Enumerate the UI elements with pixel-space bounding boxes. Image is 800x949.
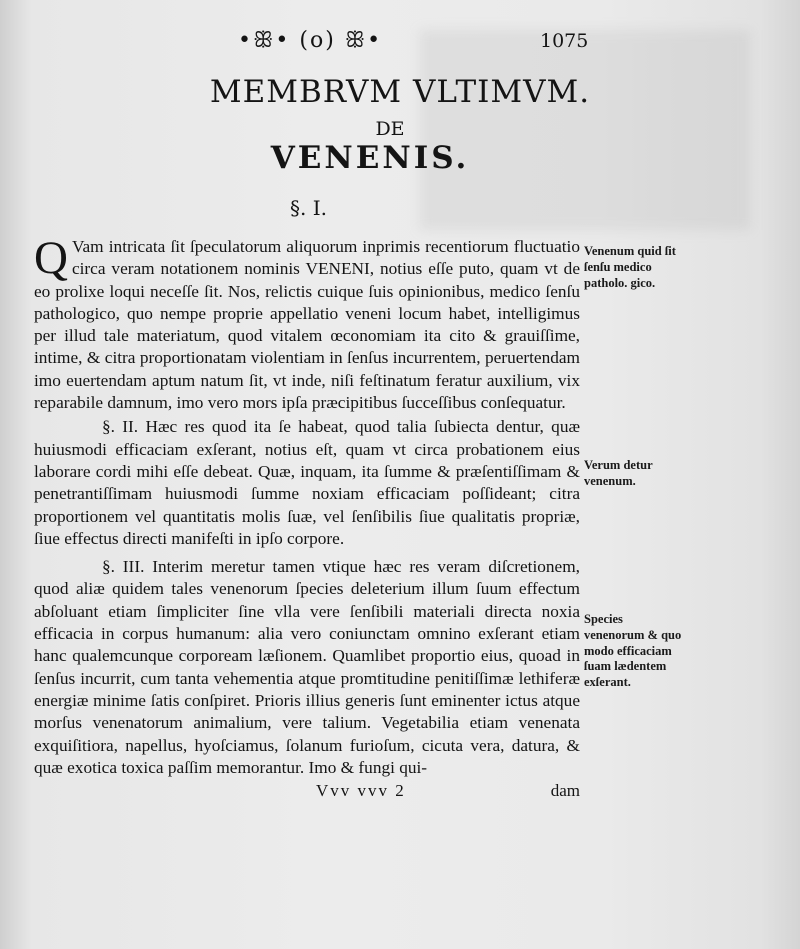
margin-note-1: Venenum quid ſit ſenſu medico patholo. gico. [584, 244, 676, 290]
catchword: dam [550, 781, 580, 801]
chapter-title-subject: VENENIS. [270, 140, 470, 176]
paragraph-3: §. III. Interim meretur tamen vtique hæc res veram diſcretionem, quod aliæ quidem tales venenorum ſpecies deleterium illum ſuum effectum abſoluant etiam ſimpliciter ſine vlla vere ſenſibili materiali directa noxia efficacia in corpus humanum: alia vero coniunctam omnino exſerant etiam hanc qualemcunque corpoream læſionem. Quamlibet proportio eius, quoad in ſenſus incurrit, cum tanta vehementia atque promtitudine penitiſſimæ lethiferæ energiæ minime ſatis conſpiret. Prioris illius generis ſunt eminenter ictus atque morſus venenatorum animalium, vere talium. Vegetabilia etiam venenata exquiſitiora, napellus, hyoſciamus, ſolanum furioſum, cicuta vera, datura, & quæ exotica toxica paſſim memorantur. Imo & fungi qui- [34, 557, 580, 777]
margin-note-2: Verum detur venenum. [584, 458, 653, 488]
drop-cap: Q [34, 232, 68, 284]
signature-mark: Vvv vvv 2 [316, 781, 406, 801]
paragraph-1 [34, 232, 580, 414]
paragraph-1-text: Vam intricata ſit ſpeculatorum aliquorum inprimis recentiorum fluctuatio circa veram notationem nominis VENENI, notius eſſe puto, quam vt de eo prolixe loqui neceſſe ſit. Nos, relictis cuique ſuis opinionibus, medico ſenſu pathologico, quo nempe proprie appellatio veneni locum habet, intelligimus per illud tale materiatum, quod vitalem œconomiam ita cito & grauiſſime, intime, & citra proportionatam violentiam in ſenſus incurrentem, peruertendam imo euertendam aptum natum ſit, vt inde, niſi feſtinatum feratur auxilium, vix reparabile damnum, imo vero mors ipſa præcipitibus ſucceſſibus conſequatur. [34, 237, 580, 413]
margin-note-3: Species venenorum & quo modo efficaciam ſuam lædentem exſerant. [584, 612, 682, 690]
chapter-title-de: DE [375, 118, 405, 140]
running-header [0, 28, 800, 58]
page-footer [34, 780, 580, 804]
page-number: 1075 [540, 30, 589, 52]
paragraph-2: §. II. Hæc res quod ita ſe habeat, quod talia ſubiecta dentur, quæ huiusmodi efficaciam exſerant, notius eſt, quam vt circa probationem eius laborare cordi mihi eſſe debeat. Quæ, inquam, ita ſumme & præſentiſſimam & penetrantiſſimam huiusmodi ſumme noxiam efficaciam poſſideant; citra proportionem vel quantitatis molis ſuæ, vel ſenſibilis ſiue qualitatis propriæ, ſiue effectus directi manifeſti in ipſo corpore. [34, 417, 580, 548]
section-heading: §. I. [290, 196, 327, 220]
main-text-block [34, 232, 580, 804]
chapter-title: MEMBRVM VLTIMVM. [209, 74, 591, 110]
page-ornament-marker: •ꕥ• (o) ꕥ• [238, 28, 383, 53]
